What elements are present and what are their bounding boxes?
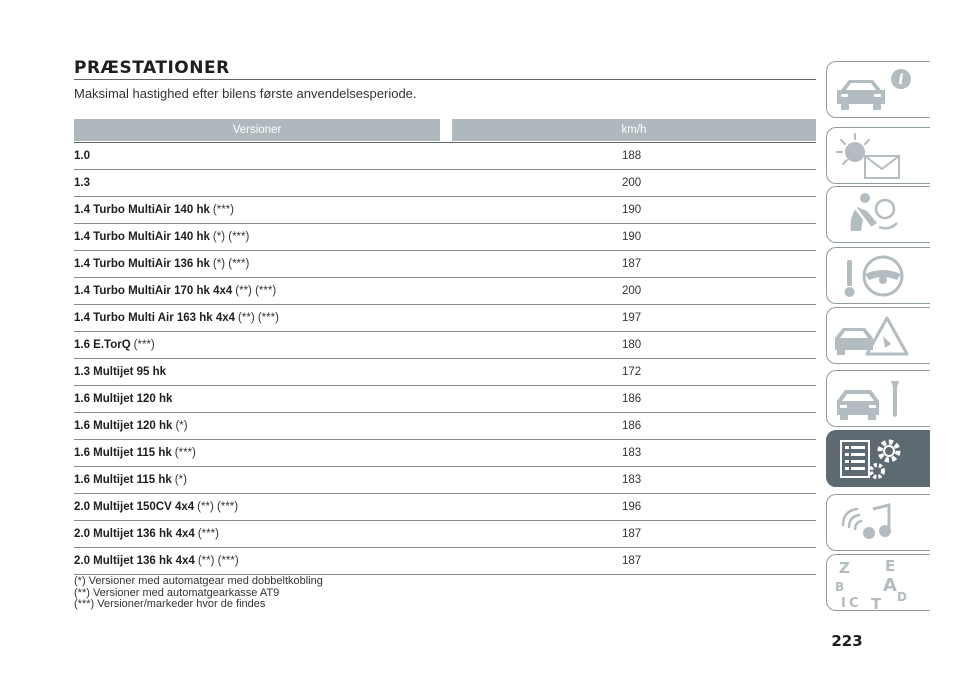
table-row	[74, 521, 816, 548]
table-row	[74, 386, 816, 413]
table-row	[74, 467, 816, 494]
max-speed: 187	[622, 258, 642, 270]
table-row	[74, 548, 816, 575]
version-note: (**) (***)	[197, 501, 239, 513]
table-row	[74, 359, 816, 386]
table-row	[74, 440, 816, 467]
max-speed: 188	[622, 150, 642, 162]
max-speed: 183	[622, 474, 642, 486]
table-row	[74, 494, 816, 521]
version-note: (*) (***)	[212, 231, 250, 243]
table-row	[74, 278, 816, 305]
version-note: (***)	[197, 528, 219, 540]
tab-car-info[interactable]	[826, 61, 930, 118]
version-name: 1.4 Turbo MultiAir 140 hk (***)	[74, 204, 234, 216]
car-maintenance-icon	[827, 371, 931, 428]
svg-text:A: A	[883, 575, 897, 596]
tab-starting-driving[interactable]	[826, 247, 930, 304]
version-name: 1.6 Multijet 120 hk (*)	[74, 420, 188, 432]
version-name: 2.0 Multijet 136 hk 4x4 (***)	[74, 528, 219, 540]
title-divider	[74, 79, 816, 80]
footnotes	[74, 576, 323, 611]
max-speed: 183	[622, 447, 642, 459]
svg-text:Z: Z	[839, 559, 850, 577]
tab-warning-lights[interactable]	[826, 127, 930, 184]
max-speed: 190	[622, 204, 642, 216]
multimedia-icon	[827, 495, 931, 552]
max-speed: 186	[622, 393, 642, 405]
version-note: (***)	[212, 204, 234, 216]
footnote: (*) Versioner med automatgear med dobbeltkobling	[74, 575, 323, 587]
footnote: (***) Versioner/markeder hvor de findes	[74, 598, 266, 610]
tab-index[interactable]	[826, 554, 930, 611]
max-speed: 197	[622, 312, 642, 324]
max-speed: 200	[622, 177, 642, 189]
max-speed: 172	[622, 366, 642, 378]
version-note: (*)	[175, 420, 188, 432]
svg-text:E: E	[885, 557, 896, 575]
table-row	[74, 413, 816, 440]
breakdown-warning-icon	[827, 308, 931, 365]
max-speed: 200	[622, 285, 642, 297]
page-number: 223	[831, 632, 863, 650]
technical-data-icon	[827, 431, 931, 488]
index-icon	[827, 555, 931, 612]
version-note: (*) (***)	[212, 258, 250, 270]
version-note: (***)	[174, 447, 196, 459]
version-name: 1.3	[74, 177, 90, 189]
column-header-kmh: km/h	[452, 119, 816, 141]
tab-safety[interactable]	[826, 186, 930, 243]
car-info-icon	[827, 62, 931, 119]
table-row	[74, 170, 816, 197]
version-note: (***)	[133, 339, 155, 351]
version-name: 1.6 Multijet 115 hk (*)	[74, 474, 187, 486]
version-name: 1.4 Turbo MultiAir 140 hk (*) (***)	[74, 231, 250, 243]
column-header-versions: Versioner	[74, 119, 440, 141]
table-row	[74, 251, 816, 278]
footnote: (**) Versioner med automatgearkasse AT9	[74, 586, 280, 599]
version-name: 1.6 Multijet 115 hk (***)	[74, 447, 196, 459]
max-speed: 186	[622, 420, 642, 432]
version-name: 1.4 Turbo MultiAir 136 hk (*) (***)	[74, 258, 250, 270]
version-name: 1.4 Turbo MultiAir 170 hk 4x4 (**) (***)	[74, 285, 277, 297]
table-row	[74, 224, 816, 251]
version-note: (**) (***)	[197, 555, 239, 567]
version-name: 1.3 Multijet 95 hk	[74, 366, 167, 378]
key-steering-wheel-icon	[827, 248, 931, 305]
svg-text:B: B	[835, 580, 845, 594]
svg-text:I: I	[841, 596, 846, 611]
version-name: 2.0 Multijet 136 hk 4x4 (**) (***)	[74, 555, 239, 567]
version-name: 2.0 Multijet 150CV 4x4 (**) (***)	[74, 501, 239, 513]
tab-maintenance[interactable]	[826, 370, 930, 427]
page-title: PRÆSTATIONER	[74, 58, 230, 78]
table-row	[74, 332, 816, 359]
seatbelt-airbag-icon	[827, 187, 931, 244]
max-speed: 187	[622, 528, 642, 540]
table-row	[74, 143, 816, 170]
version-name: 1.6 Multijet 120 hk	[74, 393, 173, 405]
max-speed: 180	[622, 339, 642, 351]
tab-emergency[interactable]	[826, 307, 930, 364]
performance-table	[74, 143, 816, 575]
table-row	[74, 197, 816, 224]
svg-text:D: D	[897, 590, 907, 604]
table-row	[74, 305, 816, 332]
max-speed: 196	[622, 501, 642, 513]
svg-text:C: C	[849, 596, 859, 611]
version-name: 1.6 E.TorQ (***)	[74, 339, 155, 351]
page-subtitle: Maksimal hastighed efter bilens første anvendelsesperiode.	[74, 86, 417, 101]
version-note: (**) (***)	[235, 285, 277, 297]
max-speed: 190	[622, 231, 642, 243]
version-note: (*)	[174, 474, 187, 486]
warning-light-message-icon	[827, 128, 931, 185]
tab-multimedia[interactable]	[826, 494, 930, 551]
version-name: 1.4 Turbo Multi Air 163 hk 4x4 (**) (***)	[74, 312, 279, 324]
max-speed: 187	[622, 555, 642, 567]
svg-text:T: T	[871, 595, 882, 612]
svg-text:i: i	[898, 72, 904, 88]
tab-technical-data[interactable]	[826, 430, 930, 487]
version-name: 1.0	[74, 150, 90, 162]
version-note: (**) (***)	[238, 312, 279, 324]
